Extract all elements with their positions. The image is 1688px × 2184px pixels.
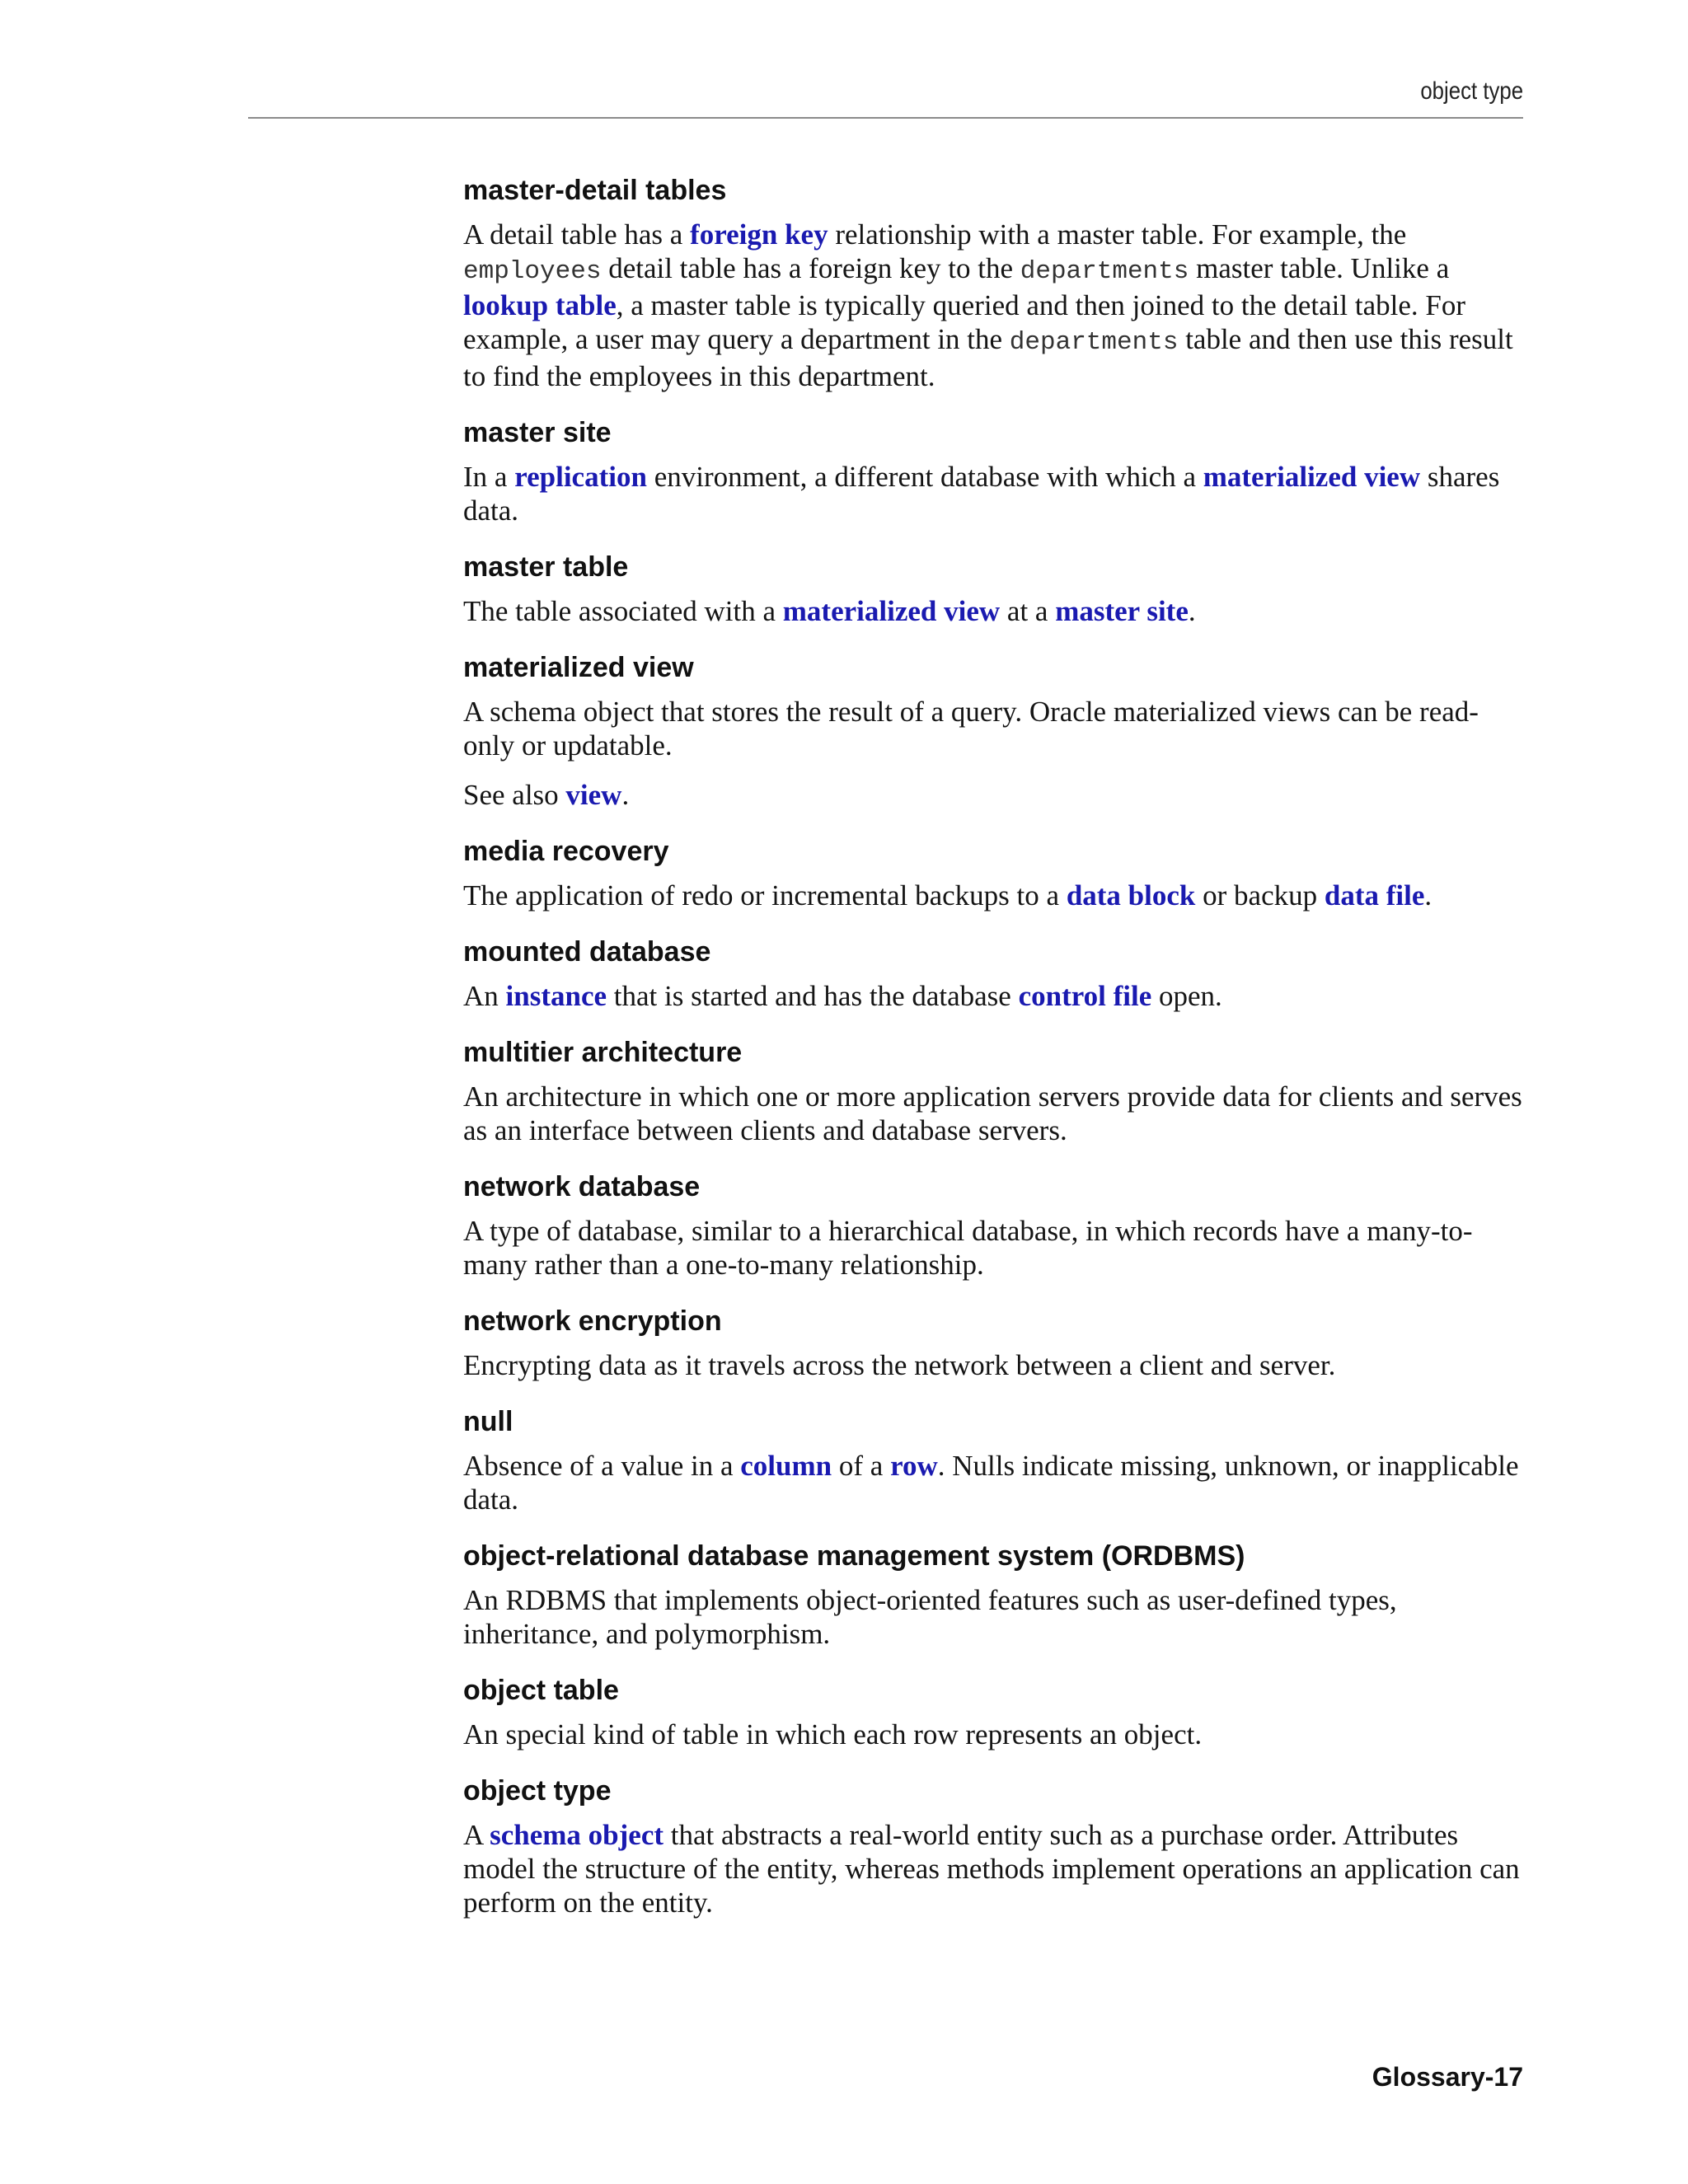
- definition-text: .: [1424, 879, 1432, 912]
- definition-text: See also: [463, 779, 566, 811]
- glossary-entry: [463, 1169, 1526, 1282]
- glossary-entry: [463, 1539, 1526, 1651]
- glossary-definition: [463, 879, 1526, 912]
- definition-text: An RDBMS that implements object-oriented features such as user-defined types, inheritance, and polymorphism.: [463, 1584, 1397, 1650]
- code-literal: departments: [1020, 257, 1189, 286]
- glossary-content: [463, 173, 1526, 1942]
- definition-text: An special kind of table in which each row represents an object.: [463, 1718, 1203, 1750]
- xref-link[interactable]: view: [565, 779, 622, 811]
- definition-text: or backup: [1195, 879, 1325, 912]
- definition-text: , a master table is typically queried and then joined to the detail table. For example, a user may query a department in the: [463, 289, 1465, 355]
- glossary-definition: [463, 460, 1526, 527]
- glossary-term: null: [463, 1406, 513, 1437]
- glossary-term: master table: [463, 551, 629, 583]
- definition-text: An: [463, 980, 506, 1012]
- xref-link[interactable]: row: [890, 1450, 938, 1482]
- definition-text: table and then use this result to find the employees in this department.: [463, 323, 1513, 392]
- glossary-entry: [463, 1035, 1526, 1147]
- definition-text: that is started and has the database: [607, 980, 1019, 1012]
- definition-text: A detail table has a: [463, 218, 691, 251]
- definition-text: .: [1188, 595, 1196, 627]
- glossary-definition: [463, 979, 1526, 1013]
- definition-text: The application of redo or incremental backups to a: [463, 879, 1067, 912]
- glossary-term: object table: [463, 1675, 619, 1706]
- glossary-term: multitier architecture: [463, 1037, 743, 1068]
- glossary-term: master site: [463, 417, 612, 448]
- glossary-term: master-detail tables: [463, 175, 727, 206]
- xref-link[interactable]: instance: [505, 980, 607, 1012]
- glossary-entry: [463, 1304, 1526, 1382]
- xref-link[interactable]: master site: [1055, 595, 1189, 627]
- glossary-entry: [463, 173, 1526, 393]
- glossary-definition: [463, 1818, 1526, 1919]
- glossary-definition: [463, 1348, 1526, 1382]
- glossary-entry: [463, 1774, 1526, 1919]
- definition-text: In a: [463, 461, 515, 493]
- definition-text: environment, a different database with which a: [646, 461, 1203, 493]
- definition-text: relationship with a master table. For example, the: [828, 218, 1407, 251]
- definition-text: at a: [1000, 595, 1056, 627]
- running-head: object type: [1420, 77, 1523, 105]
- xref-link[interactable]: schema object: [490, 1819, 664, 1851]
- glossary-definition: [463, 1718, 1526, 1751]
- glossary-term: mounted database: [463, 936, 711, 968]
- definition-text: Encrypting data as it travels across the network between a client and server.: [463, 1349, 1336, 1381]
- definition-text: shares data.: [463, 461, 1500, 527]
- glossary-definition: [463, 695, 1526, 762]
- glossary-entry: [463, 650, 1526, 812]
- page-number: Glossary-17: [1372, 2062, 1523, 2092]
- page-header: [248, 73, 1523, 119]
- glossary-entry: [463, 1404, 1526, 1516]
- definition-text: of a: [832, 1450, 891, 1482]
- glossary-term: object-relational database management system (ORDBMS): [463, 1540, 1245, 1572]
- definition-text: A schema object that stores the result of a query. Oracle materialized views can be read-only or updatable.: [463, 696, 1479, 762]
- definition-text: that abstracts a real-world entity such as a purchase order. Attributes model the structure of the entity, whereas methods implement operations an application can perform on the entity.: [463, 1819, 1520, 1919]
- definition-text: .: [621, 779, 630, 811]
- glossary-term: object type: [463, 1775, 612, 1807]
- glossary-term: media recovery: [463, 836, 669, 867]
- glossary-definition: [463, 594, 1526, 628]
- glossary-definition: [463, 1080, 1526, 1147]
- glossary-term: network database: [463, 1171, 701, 1202]
- glossary-see-also: [463, 778, 1526, 812]
- glossary-entry: [463, 415, 1526, 527]
- xref-link[interactable]: materialized view: [782, 595, 1001, 627]
- xref-link[interactable]: foreign key: [690, 218, 828, 251]
- definition-text: open.: [1151, 980, 1222, 1012]
- glossary-entry: [463, 550, 1526, 628]
- glossary-term: network encryption: [463, 1305, 722, 1337]
- xref-link[interactable]: control file: [1018, 980, 1152, 1012]
- xref-link[interactable]: materialized view: [1203, 461, 1421, 493]
- glossary-definition: [463, 1583, 1526, 1651]
- glossary-entry: [463, 1673, 1526, 1751]
- definition-text: An architecture in which one or more application servers provide data for clients and serves as an interface between clients and database servers.: [463, 1080, 1522, 1146]
- xref-link[interactable]: lookup table: [463, 289, 617, 321]
- definition-text: A type of database, similar to a hierarchical database, in which records have a many-to-many rather than a one-to-many relationship.: [463, 1215, 1473, 1281]
- xref-link[interactable]: data block: [1066, 879, 1196, 912]
- xref-link[interactable]: column: [740, 1450, 832, 1482]
- xref-link[interactable]: replication: [514, 461, 647, 493]
- glossary-entry: [463, 834, 1526, 912]
- code-literal: departments: [1009, 328, 1179, 357]
- glossary-definition: [463, 1449, 1526, 1516]
- glossary-definition: [463, 218, 1526, 393]
- glossary-term: materialized view: [463, 652, 694, 683]
- definition-text: . Nulls indicate missing, unknown, or inapplicable data.: [463, 1450, 1519, 1516]
- glossary-definition: [463, 1214, 1526, 1282]
- code-literal: employees: [463, 257, 602, 286]
- definition-text: Absence of a value in a: [463, 1450, 741, 1482]
- definition-text: master table. Unlike a: [1189, 252, 1450, 284]
- xref-link[interactable]: data file: [1324, 879, 1425, 912]
- definition-text: detail table has a foreign key to the: [601, 252, 1020, 284]
- glossary-entry: [463, 935, 1526, 1013]
- definition-text: The table associated with a: [463, 595, 783, 627]
- definition-text: A: [463, 1819, 490, 1851]
